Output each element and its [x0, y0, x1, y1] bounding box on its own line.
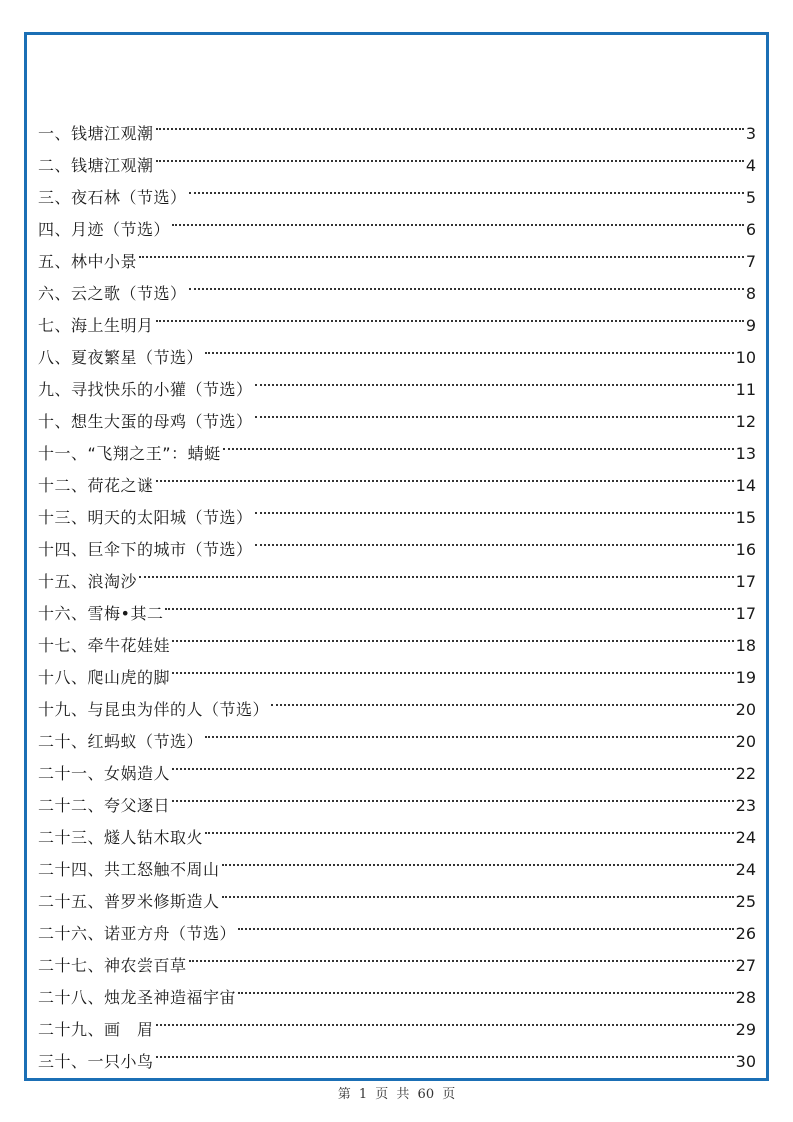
toc-entry-page-number: 24	[735, 828, 756, 847]
table-of-contents	[38, 107, 756, 1071]
toc-entry-page-number: 7	[745, 252, 756, 271]
toc-entry-title: 二十八、烛龙圣神造福宇宙	[38, 988, 237, 1007]
toc-dot-leader	[255, 363, 734, 395]
toc-entry-title: 十三、明天的太阳城（节选）	[38, 508, 253, 527]
toc-entry-page-number: 13	[735, 444, 756, 463]
toc-entry-title: 三、夜石林（节选）	[38, 188, 187, 207]
toc-entry-title: 二十、红蚂蚁（节选）	[38, 732, 204, 751]
page-footer: 第 1 页 共 60 页	[337, 1087, 456, 1102]
toc-entry-page-number: 20	[735, 732, 756, 751]
toc-entry-page-number: 15	[735, 508, 756, 527]
toc-dot-leader	[189, 939, 734, 971]
toc-dot-leader	[139, 235, 744, 267]
toc-dot-leader	[222, 843, 734, 875]
toc-entry-page-number: 10	[735, 348, 756, 367]
toc-dot-leader	[223, 427, 734, 459]
toc-entry-title: 十一、“飞翔之王”：蜻蜓	[38, 444, 221, 463]
toc-dot-leader	[156, 299, 744, 331]
toc-dot-leader	[172, 747, 734, 779]
toc-entry-page-number: 17	[735, 572, 756, 591]
toc-entry-page-number: 29	[735, 1020, 756, 1039]
toc-dot-leader	[139, 555, 734, 587]
toc-entry-page-number: 25	[735, 892, 756, 911]
toc-entry-title: 十五、浪淘沙	[38, 572, 138, 591]
toc-entry-title: 二十六、诺亚方舟（节选）	[38, 924, 237, 943]
toc-entry-title: 二十七、神农尝百草	[38, 956, 187, 975]
toc-dot-leader	[156, 459, 734, 491]
toc-entry-page-number: 28	[735, 988, 756, 1007]
toc-dot-leader	[156, 1035, 734, 1067]
toc-dot-leader	[205, 715, 734, 747]
toc-entry-title: 十四、巨伞下的城市（节选）	[38, 540, 253, 559]
toc-entry-title: 十九、与昆虫为伴的人（节选）	[38, 700, 270, 719]
toc-entry-title: 五、林中小景	[38, 252, 138, 271]
toc-dot-leader	[172, 203, 744, 235]
toc-entry-title: 七、海上生明月	[38, 316, 154, 335]
toc-entry-page-number: 19	[735, 668, 756, 687]
toc-entry-title: 三十、一只小鸟	[38, 1052, 154, 1071]
toc-dot-leader	[255, 491, 734, 523]
toc-dot-leader	[255, 395, 734, 427]
toc-entry-title: 二十二、夸父逐日	[38, 796, 171, 815]
toc-entry[interactable]	[38, 587, 756, 623]
toc-dot-leader	[238, 971, 734, 1003]
toc-entry-title: 六、云之歌（节选）	[38, 284, 187, 303]
toc-dot-leader	[172, 619, 734, 651]
toc-dot-leader	[238, 907, 734, 939]
toc-entry-page-number: 17	[735, 604, 756, 623]
toc-entry-title: 十七、牵牛花娃娃	[38, 636, 171, 655]
toc-entry-title: 二十五、普罗米修斯造人	[38, 892, 220, 911]
toc-entry[interactable]	[38, 235, 756, 271]
toc-dot-leader	[205, 331, 734, 363]
toc-entry[interactable]	[38, 555, 756, 591]
toc-entry-title: 十六、雪梅•其二	[38, 604, 164, 623]
toc-entry-title: 一、钱塘江观潮	[38, 124, 154, 143]
toc-entry-title: 四、月迹（节选）	[38, 220, 171, 239]
toc-entry-title: 十二、荷花之谜	[38, 476, 154, 495]
toc-entry-title: 二十四、共工怒触不周山	[38, 860, 220, 879]
toc-entry-page-number: 20	[735, 700, 756, 719]
toc-entry-page-number: 27	[735, 956, 756, 975]
toc-entry[interactable]	[38, 267, 756, 303]
toc-entry-title: 十、想生大蛋的母鸡（节选）	[38, 412, 253, 431]
toc-entry-page-number: 12	[735, 412, 756, 431]
toc-dot-leader	[189, 267, 744, 299]
toc-entry-page-number: 23	[735, 796, 756, 815]
toc-dot-leader	[156, 1003, 734, 1035]
toc-entry-page-number: 8	[745, 284, 756, 303]
toc-entry-page-number: 14	[735, 476, 756, 495]
toc-entry-page-number: 26	[735, 924, 756, 943]
toc-entry-page-number: 3	[745, 124, 756, 143]
toc-entry-title: 八、夏夜繁星（节选）	[38, 348, 204, 367]
toc-entry-page-number: 30	[735, 1052, 756, 1071]
toc-dot-leader	[189, 171, 744, 203]
toc-entry-page-number: 5	[745, 188, 756, 207]
toc-entry-page-number: 6	[745, 220, 756, 239]
toc-entry[interactable]	[38, 107, 756, 143]
toc-dot-leader	[271, 683, 734, 715]
toc-dot-leader	[172, 651, 734, 683]
toc-dot-leader	[156, 139, 744, 171]
toc-entry-title: 十八、爬山虎的脚	[38, 668, 171, 687]
toc-entry-title: 二十九、画 眉	[38, 1020, 154, 1039]
toc-dot-leader	[156, 107, 744, 139]
toc-entry-page-number: 4	[745, 156, 756, 175]
toc-dot-leader	[222, 875, 734, 907]
toc-entry-page-number: 9	[745, 316, 756, 335]
toc-entry-title: 二十一、女娲造人	[38, 764, 171, 783]
toc-dot-leader	[165, 587, 733, 619]
toc-entry-title: 二、钱塘江观潮	[38, 156, 154, 175]
toc-entry-page-number: 11	[735, 380, 756, 399]
toc-dot-leader	[172, 779, 734, 811]
toc-entry-title: 九、寻找快乐的小獾（节选）	[38, 380, 253, 399]
toc-entry-page-number: 16	[735, 540, 756, 559]
toc-entry-page-number: 18	[735, 636, 756, 655]
toc-entry-page-number: 22	[735, 764, 756, 783]
toc-entry-page-number: 24	[735, 860, 756, 879]
toc-dot-leader	[255, 523, 734, 555]
toc-entry-title: 二十三、燧人钻木取火	[38, 828, 204, 847]
toc-dot-leader	[205, 811, 734, 843]
